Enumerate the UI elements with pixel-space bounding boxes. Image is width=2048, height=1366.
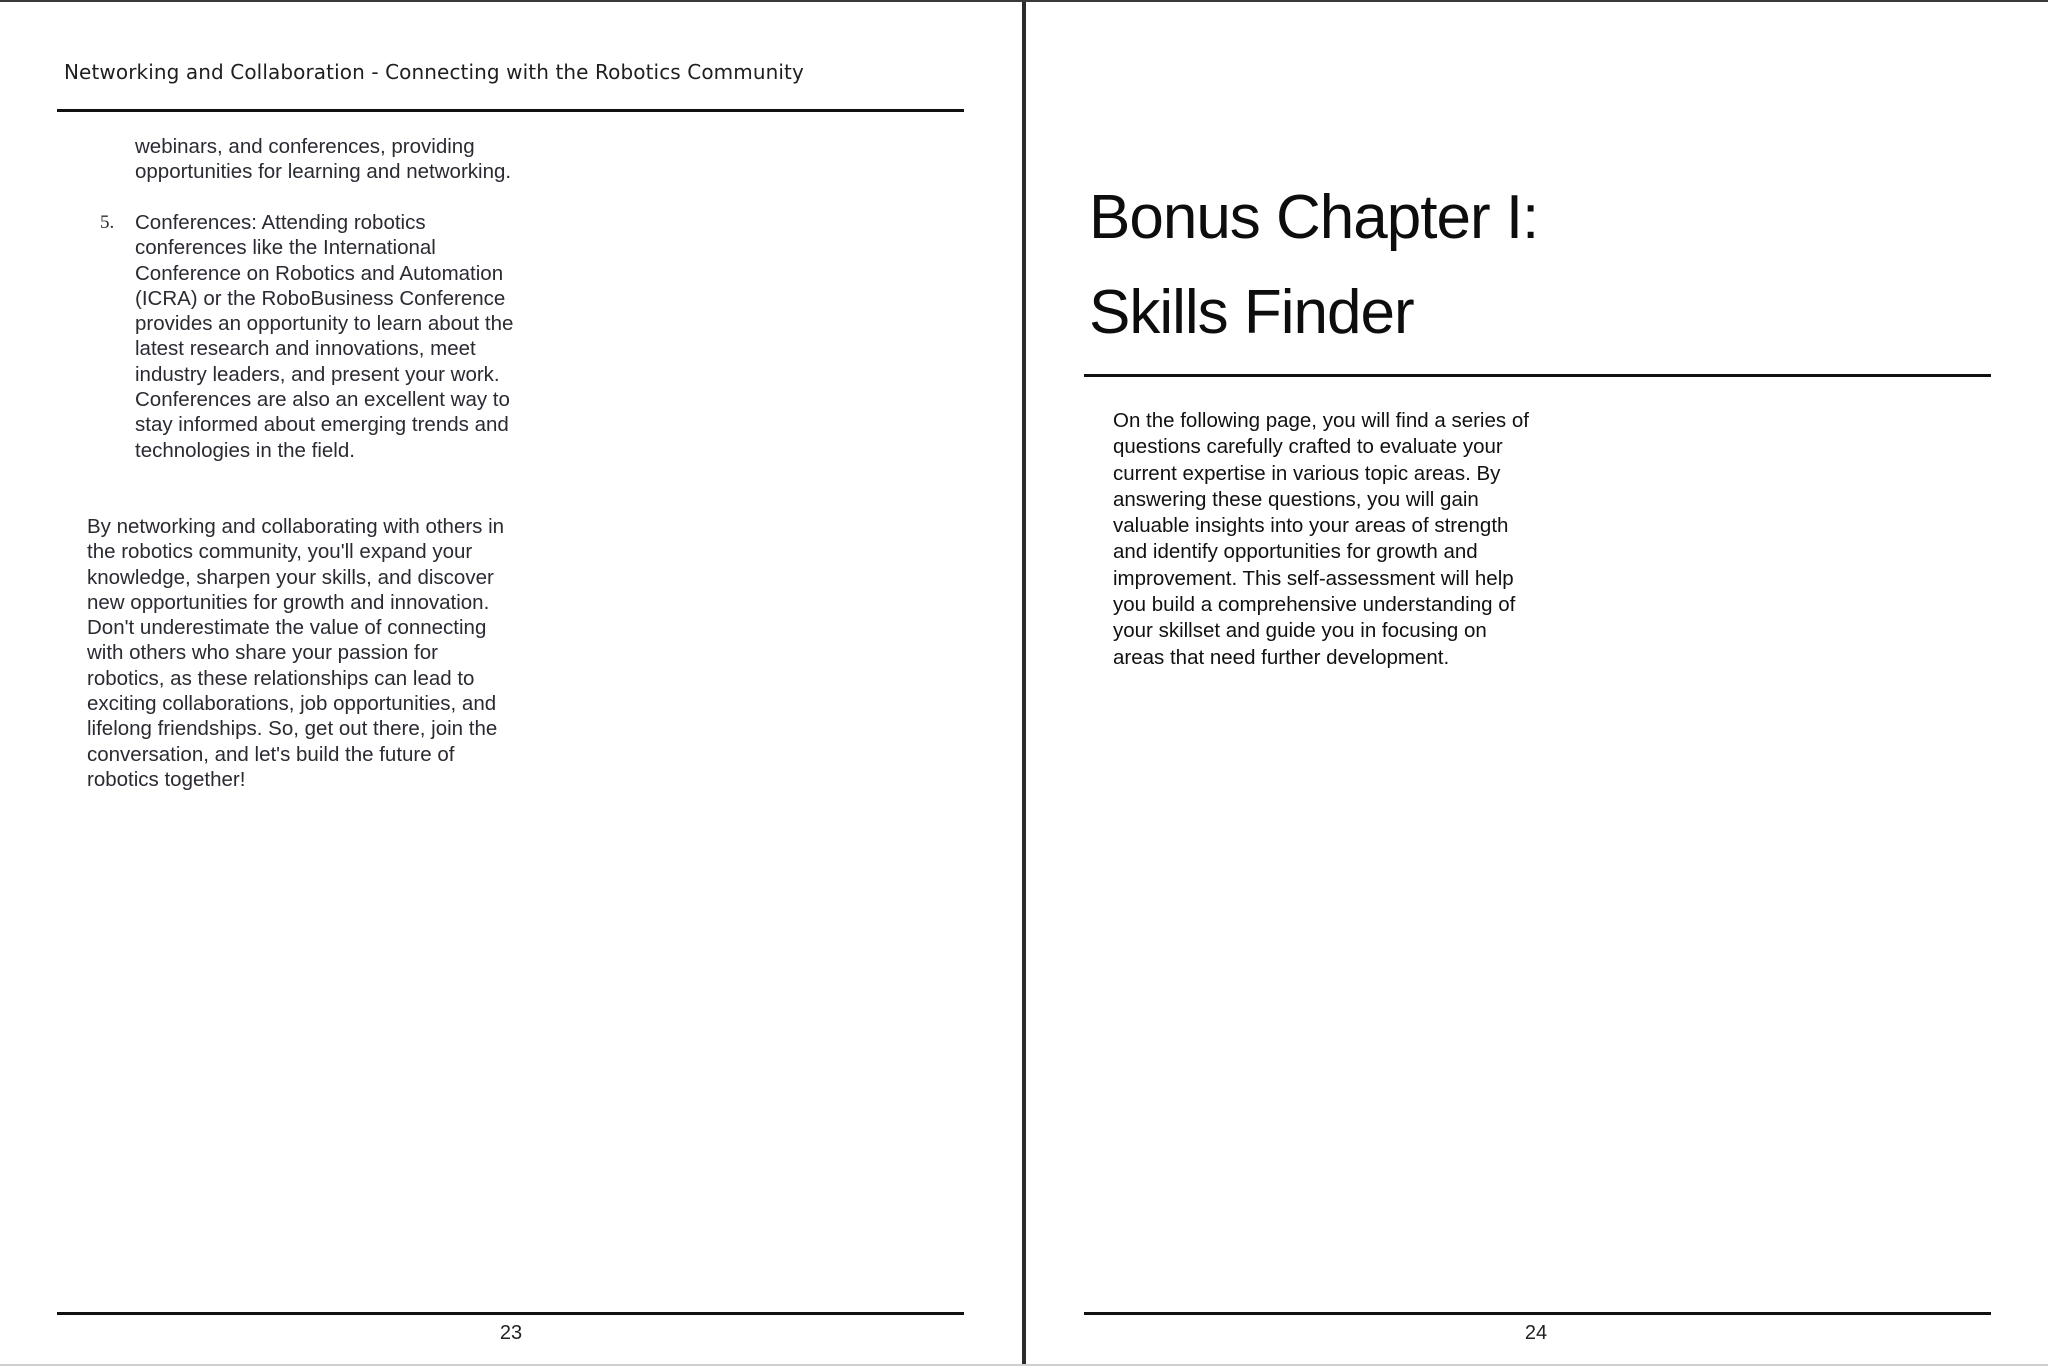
- list-marker: 5.: [100, 212, 115, 233]
- header-rule: [57, 109, 964, 112]
- chapter-title-line: Skills Finder: [1089, 278, 1414, 347]
- right-page: [1026, 2, 2048, 1366]
- closing-paragraph: By networking and collaborating with others in the robotics community, you'll expand your knowledge, sharpen your skills, and discover new opportunities for growth and innovation. Don't underestimate the value of connecting with others who share your passion for robotics, as these relationships can lead to exciting collaborations, job opportunities, and lifelong friendships. So, get out there, join the conversation, and let's build the future of robotics together!: [87, 515, 505, 791]
- footer-rule: [57, 1312, 964, 1315]
- page-number: 23: [499, 1322, 523, 1344]
- chapter-title: [1089, 170, 1538, 360]
- list-item-text: Conferences: Attending robotics conferences like the International Conference on Robotics and Automation (ICRA) or the RoboBusiness Conference provides an opportunity to learn about the latest research and innovations, meet industry leaders, and present your work. Conferences are also an excellent way to stay informed about emerging trends and technologies in the field.: [135, 211, 514, 462]
- title-rule: [1084, 374, 1991, 377]
- running-header: Networking and Collaboration - Connecting with the Robotics Community: [64, 60, 804, 84]
- intro-paragraph: On the following page, you will find a series of questions carefully crafted to evaluate your current expertise in various topic areas. By answering these questions, you will gain valuable insights into your areas of strength and identify opportunities for growth and improvement. This self-assessment will help you build a comprehensive understanding of your skillset and guide you in focusing on areas that need further development.: [1113, 409, 1529, 669]
- chapter-title-line: Bonus Chapter I:: [1089, 183, 1539, 252]
- footer-rule: [1084, 1312, 1991, 1315]
- left-page: [0, 2, 1022, 1366]
- page-number: 24: [1524, 1322, 1548, 1344]
- list-item-continuation: webinars, and conferences, providing opportunities for learning and networking.: [135, 135, 512, 184]
